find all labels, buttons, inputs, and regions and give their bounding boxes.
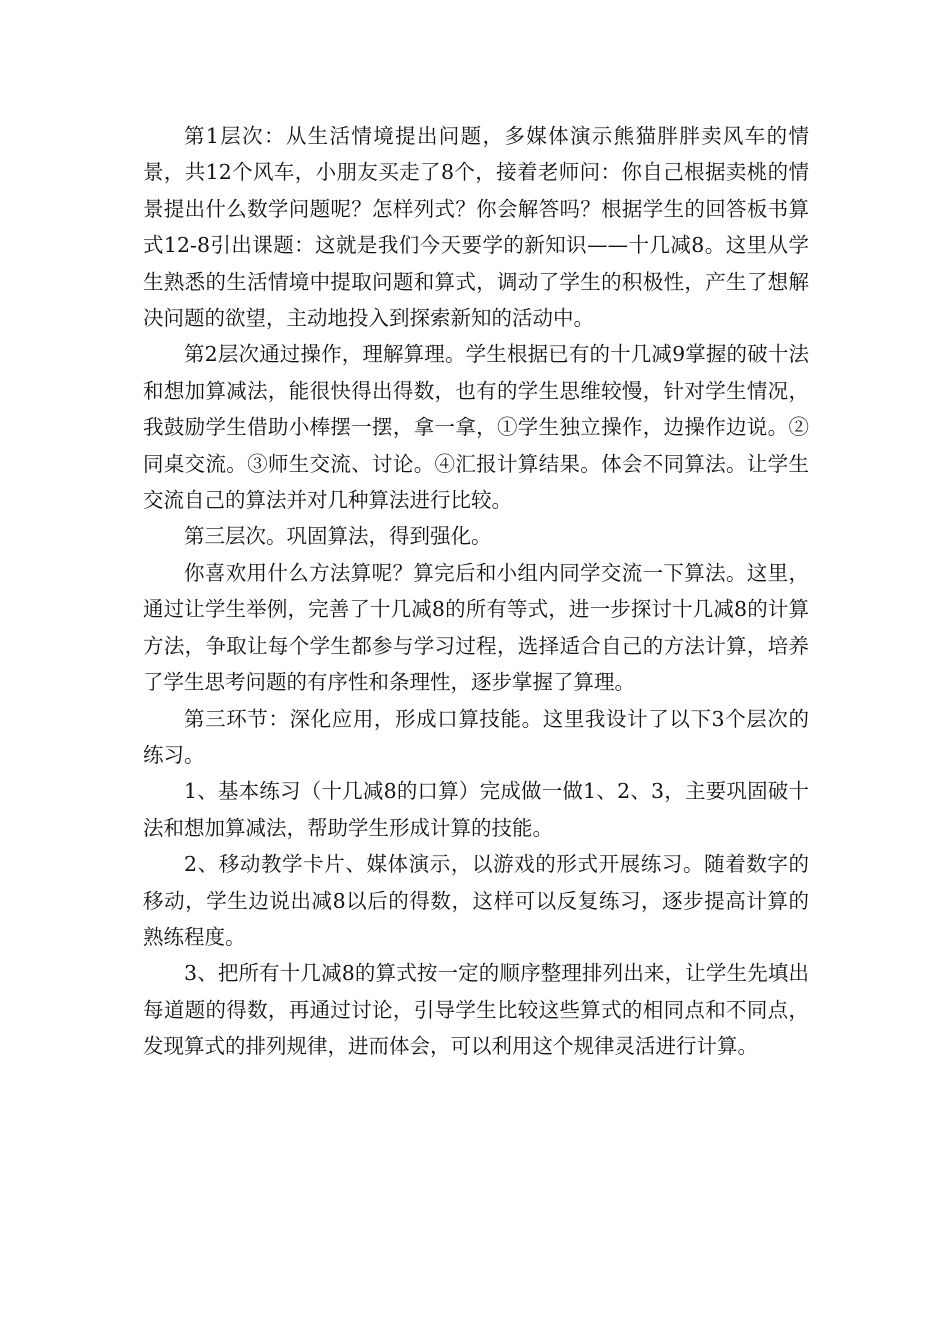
paragraph-level-1: 第1层次：从生活情境提出问题，多媒体演示熊猫胖胖卖风车的情景，共12个风车，小朋友买走了8个，接着老师问：你自己根据卖桃的情景提出什么数学问题呢？怎样列式？你会解答吗？根据学生的回答板书算式12-8引出课题：这就是我们今天要学的新知识——十几减8。这里从学生熟悉的生活情境中提取问题和算式，调动了学生的积极性，产生了想解决问题的欲望，主动地投入到探索新知的活动中。 (143, 124, 809, 331)
paragraph-level-3-heading: 第三层次。巩固算法，得到强化。 (184, 524, 492, 549)
paragraph-level-2: 第2层次通过操作，理解算理。学生根据已有的十几减9掌握的破十法和想加算减法，能很快得出得数，也有的学生思维较慢，针对学生情况，我鼓励学生借助小棒摆一摆，拿一拿，①学生独立操作，边操作边说。②同桌交流。③师生交流、讨论。④汇报计算结果。体会不同算法。让学生交流自己的算法并对几种算法进行比较。 (143, 342, 809, 513)
paragraph-exercise-2: 2、移动教学卡片、媒体演示，以游戏的形式开展练习。随着数字的移动，学生边说出减8以后的得数，这样可以反复练习，逐步提高计算的熟练程度。 (143, 852, 809, 949)
paragraph-stage-3-intro: 第三环节：深化应用，形成口算技能。这里我设计了以下3个层次的练习。 (143, 706, 809, 767)
paragraph-level-3-body: 你喜欢用什么方法算呢？算完后和小组内同学交流一下算法。这里，通过让学生举例，完善了十几减8的所有等式，进一步探讨十几减8的计算方法，争取让每个学生都参与学习过程，选择适合自己的方法计算，培养了学生思考问题的有序性和条理性，逐步掌握了算理。 (143, 560, 809, 695)
document-body (143, 118, 809, 1065)
paragraph-exercise-1: 1、基本练习（十几减8的口算）完成做一做1、2、3，主要巩固破十法和想加算减法，帮助学生形成计算的技能。 (143, 779, 809, 840)
paragraph-exercise-3: 3、把所有十几减8的算式按一定的顺序整理排列出来，让学生先填出每道题的得数，再通过讨论，引导学生比较这些算式的相同点和不同点，发现算式的排列规律，进而体会，可以利用这个规律灵活进行计算。 (143, 961, 809, 1059)
